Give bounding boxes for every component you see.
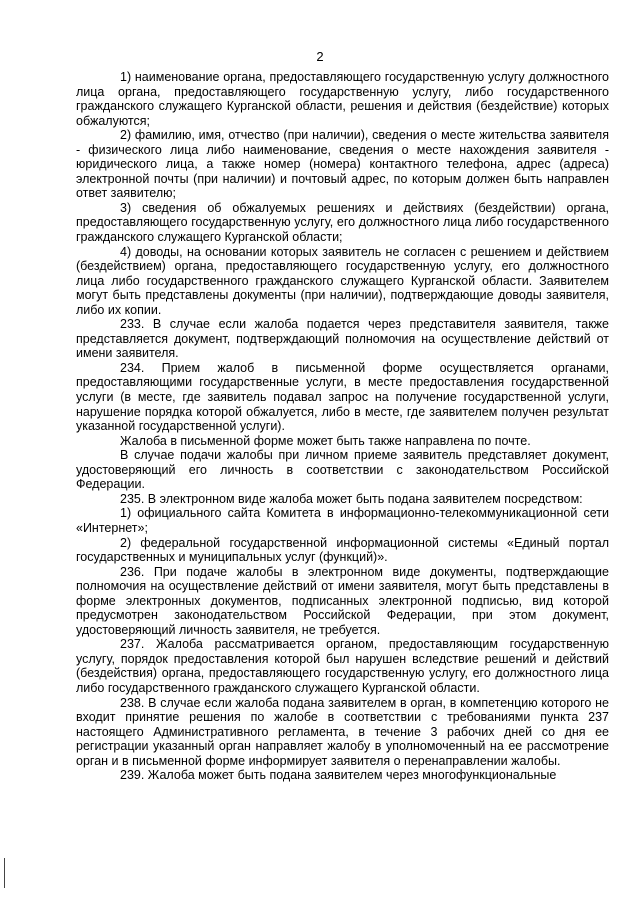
paragraph-item-2: 2) фамилию, имя, отчество (при наличии), сведения о месте жительства заявителя - физического лица либо наименование, сведения о месте нахождения заявителя - юридического лица, а также номер (номера) контактного телефона, адрес (адреса) электронной почты (при наличии) и почтовый адрес, по которым должен быть направлен ответ заявителю; (76, 128, 609, 201)
paragraph-234-post: Жалоба в письменной форме может быть также направлена по почте. (120, 433, 531, 448)
paragraph-236: 236. При подаче жалобы в электронном виде документы, подтверждающие полномочия на осуществление действий от имени заявителя, могут быть представлены в форме электронных документов, подписанных электронной подписью, вид которой предусмотрен законодательством Российской Федерации, при этом документ, удостоверяющий личность заявителя, не требуется. (76, 564, 609, 637)
paragraph-233: 233. В случае если жалоба подается через представителя заявителя, также представляется документ, подтверждающий полномочия на осуществление действий от имени заявителя. (76, 317, 609, 361)
paragraph-237: 237. Жалоба рассматривается органом, предоставляющим государственную услугу, порядок предоставления которой был нарушен вследствие решений и действий (бездействия) органа, предоставляющего государственную услугу, его должностного лица либо государственного гражданского служащего Курганской области. (76, 637, 609, 695)
paragraph-239: 239. Жалоба может быть подана заявителем через многофункциональные (120, 768, 557, 783)
paragraph-item-3: 3) сведения об обжалуемых решениях и действиях (бездействии) органа, предоставляющего государственную услугу, его должностного лица либо государственного гражданского служащего Курганской области; (76, 200, 609, 245)
paragraph-234-personal: В случае подачи жалобы при личном приеме заявитель представляет документ, удостоверяющий его личность в соответствии с законодательством Российской Федерации. (76, 448, 609, 492)
paragraph-238: 238. В случае если жалоба подана заявителем в орган, в компетенцию которого не входит принятие решения по жалобе в соответствии с требованиями пункта 237 настоящего Административного регламента, в течение 3 рабочих дней со дня ее регистрации указанный орган направляет жалобу в уполномоченный на ее рассмотрение орган и в письменной форме информирует заявителя о перенаправлении жалобы. (76, 695, 609, 768)
document-body (76, 70, 609, 783)
page-number: 2 (316, 49, 324, 64)
paragraph-235-item-1: 1) официального сайта Комитета в информационно-телекоммуникационной сети «Интернет»; (76, 506, 609, 535)
scan-margin-mark (4, 858, 5, 888)
paragraph-234: 234. Прием жалоб в письменной форме осуществляется органами, предоставляющими государственные услуги, в месте предоставления государственной услуги (в месте, где заявитель подавал запрос на получение государственной услуги, нарушение порядка которой обжалуется, либо в месте, где заявителем получен результат указанной государственной услуги). (76, 360, 609, 434)
paragraph-item-1: 1) наименование органа, предоставляющего государственную услугу должностного лица органа, предоставляющего государственную услугу, либо государственного гражданского служащего Курганской области, решения и действия (бездействие) которых обжалуются; (76, 70, 609, 128)
paragraph-235-item-2: 2) федеральной государственной информационной системы «Единый портал государственных и муниципальных услуг (функций)». (76, 535, 609, 565)
paragraph-item-4: 4) доводы, на основании которых заявитель не согласен с решением и действием (бездействием) органа, предоставляющего государственную услугу, его должностного лица либо государственного гражданского служащего Курганской области. Заявителем могут быть представлены документы (при наличии), подтверждающие доводы заявителя, либо их копии. (76, 244, 609, 317)
paragraph-235: 235. В электронном виде жалоба может быть подана заявителем посредством: (120, 491, 583, 506)
